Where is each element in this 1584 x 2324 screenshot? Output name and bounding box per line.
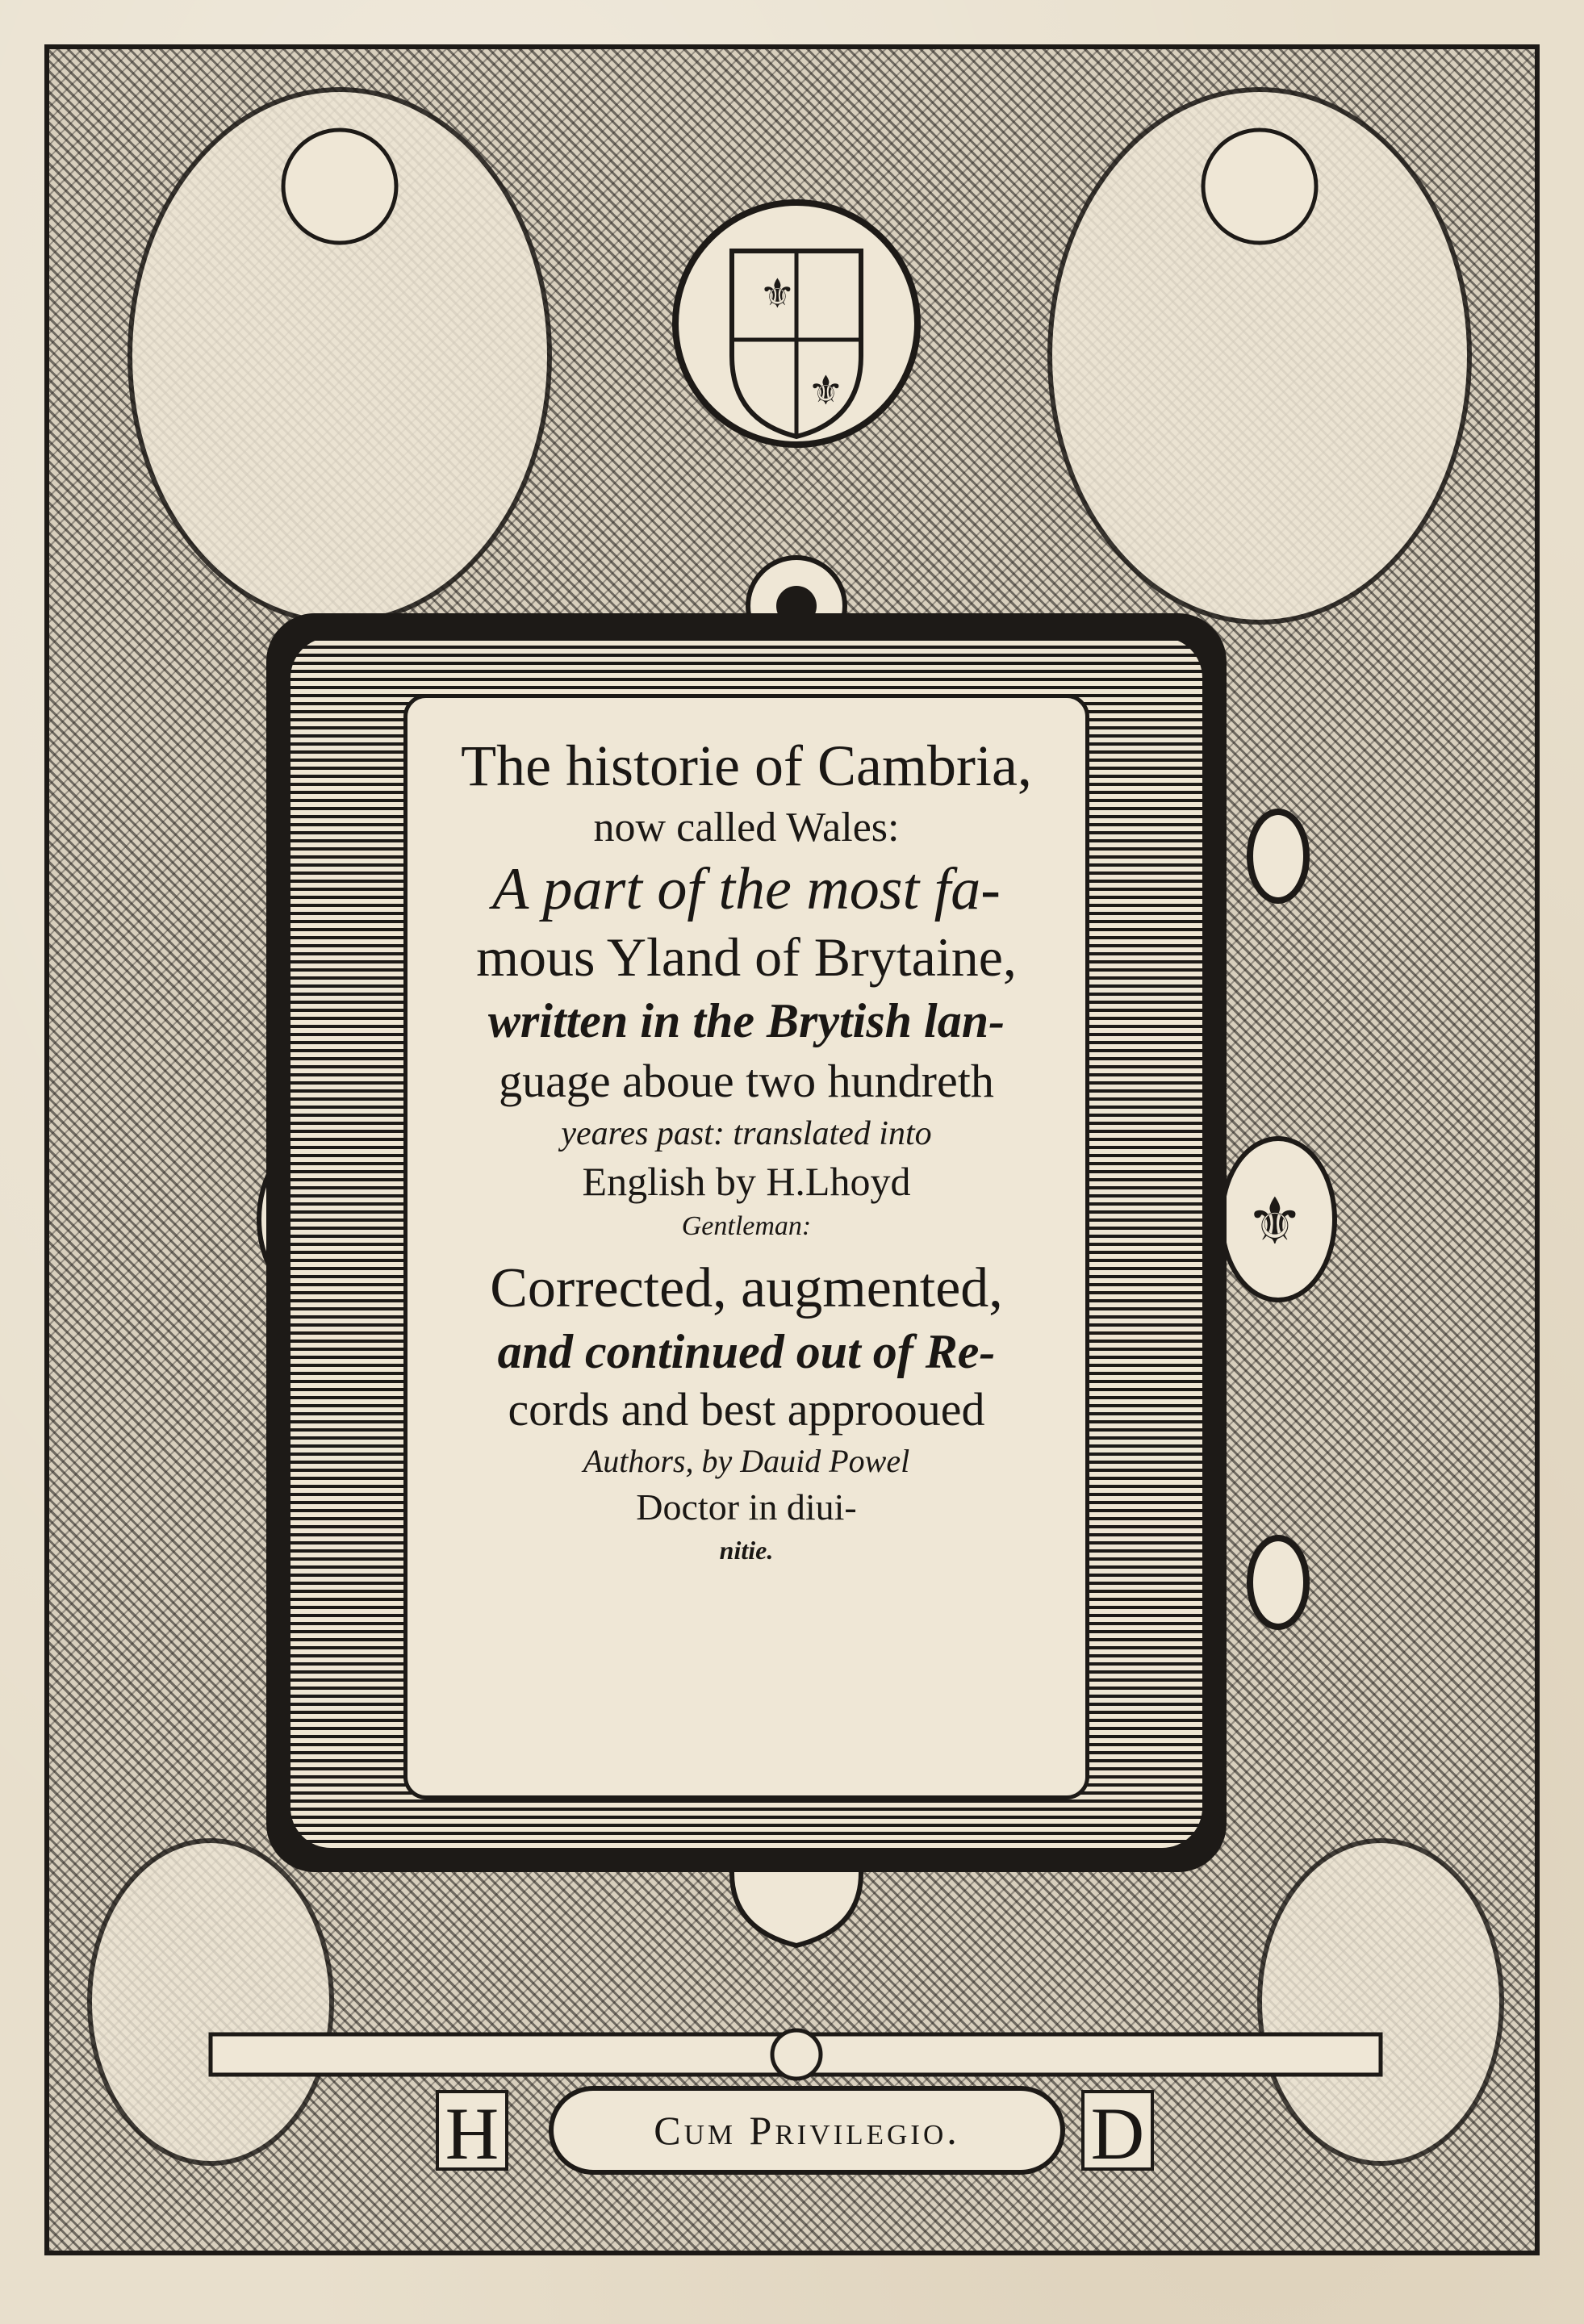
title-line-15: nitie. — [719, 1536, 774, 1565]
lion-supporter — [90, 1841, 332, 2163]
svg-text:⚜: ⚜ — [759, 270, 796, 317]
title-line-5: written in the Brytish lan- — [487, 994, 1005, 1047]
title-line-13: Authors, by Dauid Powel — [583, 1443, 910, 1479]
title-line-2: now called Wales: — [593, 805, 900, 851]
dragon-supporter — [1260, 1841, 1502, 2163]
title-line-11: and continued out of Re- — [497, 1325, 996, 1378]
title-line-8: English by H.Lhoyd — [582, 1159, 911, 1204]
privilegio-cartouche: Cum Privilegio. — [549, 2086, 1065, 2175]
printer-initial-d: D — [1081, 2090, 1154, 2171]
svg-text:⚜: ⚜ — [1246, 1184, 1304, 1259]
title-line-10: Corrected, augmented, — [490, 1257, 1003, 1319]
title-line-12: cords and best approoued — [508, 1383, 985, 1436]
title-text-block — [403, 730, 1089, 1570]
title-line-6: guage aboue two hundreth — [499, 1055, 994, 1107]
title-line-14: Doctor in diui- — [636, 1486, 857, 1528]
palm-bearer-head — [1203, 130, 1316, 243]
printer-initial-h: H — [436, 2090, 508, 2171]
title-line-9: Gentleman: — [681, 1211, 812, 1241]
svg-text:⚜: ⚜ — [808, 367, 844, 414]
title-line-1: The historie of Cambria, — [461, 734, 1032, 798]
title-line-7: yeares past: translated into — [561, 1115, 932, 1152]
title-line-4: mous Yland of Brytaine, — [476, 926, 1017, 988]
title-line-3: A part of the most fa- — [492, 856, 1001, 922]
trumpeter-head — [283, 130, 396, 243]
